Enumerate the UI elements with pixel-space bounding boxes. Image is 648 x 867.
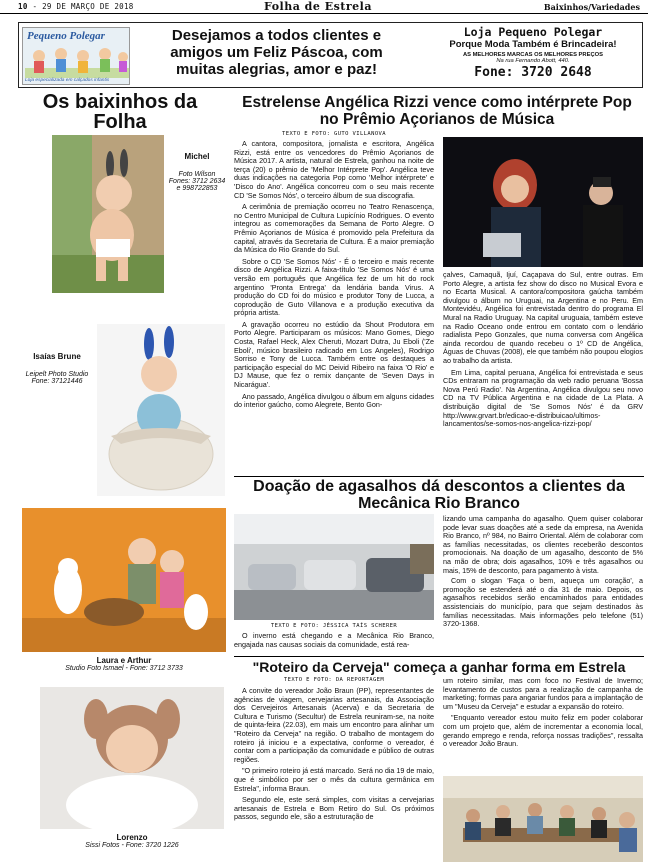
paragraph: Sobre o CD 'Se Somos Nós' - É o terceiro e mais recente disco de Angélica Rizzi. A faixa-título 'Se Somos Nós' é uma versão em português que Angélica fez de um hit do rock argentino 'Pronta Entrega' da lendária banda Virus. A produção do CD foi do músico e produtor Tony de Lucca, a coprodução de Guto Villanova e a produção executiva da própria artista. <box>234 256 434 318</box>
garage-photo <box>234 514 434 620</box>
meeting-illustration <box>443 776 643 862</box>
article3-column1 <box>234 687 434 863</box>
article2-column2 <box>443 515 643 657</box>
article2-credit: TEXTO E FOTO: JÉSSICA TAÍS SCHERER <box>270 623 398 629</box>
article1-title: Estrelense Angélica Rizzi vence como intérprete Pop no Prêmio Açorianos de Música <box>242 94 632 128</box>
paragraph: Com o slogan 'Faça o bem, aqueça um coração', a promoção se estenderá até o dia 31 de maio. Depois, os agasalhos recebidos serão encaminhados para entidades assistenciais do município, para que sejam destinados às famílias necessitadas. Mais informações pelo telefone (51) 3720-1368. <box>443 576 643 629</box>
laura-arthur-caption: Laura e Arthur Studio Foto Ismael - Fone: 3712 3733 <box>65 656 183 672</box>
michel-caption: Michel Foto Wilson Fones: 3712 2634 e 998722853 <box>168 152 226 192</box>
paragraph: çalves, Camaquã, Ijuí, Caçapava do Sul, entre outras. Em Porto Alegre, a artista fez show do disco no Musical Evora e no Ecarta Musical. A cantora/compositora gaúcha também divulgou o álbum no Uruguai, na Argentina e no Peru. Em Montevidéu, Angélica foi entrevistada dentro do programa El Mural na Radio Uruguay. Na capital uruguaia, também esteve na Radio Oceano onde entrou em contato com o lendário radialista Pepo Gonzales, que numa conversa com Angélica ainda recordou de quando recebeu o 1º CD de Angélica, Águas de Chuvas (2008), ele que também não poupou elogios ao trabalho da artista. <box>443 271 643 365</box>
isaias-caption: Isaías Brune Leipelt Photo Studio Fone: 37121446 <box>25 352 89 385</box>
paragraph: um roteiro similar, mas com foco no Festival de Inverno; levantamento de custos para a realização de campanha de marketing; formas para angariar fundos para a implantação de um "Museu da Cerveja" e estudar a expansão do roteiro. <box>443 677 643 711</box>
laura-arthur-photo <box>22 508 226 652</box>
kids-easter-illustration <box>22 508 226 652</box>
angelica-photo <box>443 137 643 267</box>
article3-column2 <box>443 677 643 773</box>
paragraph: Ano passado, Angélica divulgou o álbum em alguns cidades do interior gaúcho, como Alegrete, Bento Gon- <box>234 391 434 410</box>
divider <box>234 476 644 477</box>
paragraph: O inverno está chegando e a Mecânica Rio Branco, engajada nas causas sociais da comunidade, está rea- <box>234 631 434 649</box>
paragraph: A convite do vereador João Braun (PP), representantes de agências de viagem, cervejarias artesanais, da Associação dos Cervejeiros Artesanais (Acerva) e da Secretaria de Cultura e Turismo (Secultur) de Estrela reuniram-se, na noite de quinta-feira (22.03), em mais um encontro para alinhar um "Roteiro da Cerveja" na região. O trabalho de montagem do roteiro já iniciou e a expectativa, conforme o vereador, é contar com a participação da comunidade e público de outras regiões. <box>234 687 434 764</box>
garage-illustration <box>234 514 434 620</box>
paragraph: A cerimônia de premiação ocorreu no Teatro Renascença, no Centro Municipal de Cultura Lupicínio Rodrigues. O evento integrou as comemorações da Semana de Porto Alegre. O Prêmio Açorianos de Música é promovido pela Prefeitura da capital, através da Secretaria de Cultura. É a maior premiação da Música do Rio Grande do Sul. <box>234 202 434 255</box>
award-ceremony-illustration <box>443 137 643 267</box>
paragraph: lizando uma campanha do agasalho. Quem quiser colaborar pode levar suas doações até a sede da empresa, na Avenida Rio Branco, nº 984, no Bairro Oriental. Além de colaborar com as famílias necessitadas, os clientes receberão descontos promocionais. Na doação de um agasalho, desconto de 5% na mão de obra; dois agasalhos, 10% e três agasalhos ou mais, 15% de desconto, para pagamento à vista. <box>443 515 643 575</box>
baby-egg-illustration <box>97 324 225 496</box>
article1-column2 <box>443 271 643 471</box>
ad-slogan: Desejamos a todos clientes e amigos um Feliz Páscoa, com muitas alegrias, amor e paz! <box>170 27 383 78</box>
article3-title: "Roteiro da Cerveja" começa a ganhar forma em Estrela <box>252 659 626 675</box>
divider <box>234 656 644 657</box>
paragraph: "Enquanto vereador estou muito feliz em poder colaborar com um projeto que, além de incrementar a economia local, gerando emprego e renda, reforça nossas tradições", ressalta o vereador João Braun. <box>443 713 643 749</box>
michel-photo <box>52 135 164 293</box>
newspaper-name: Folha de Estrela <box>264 0 372 13</box>
baby-bunny-illustration <box>40 687 224 829</box>
paragraph: "O primeiro roteiro já está marcado. Será no dia 19 de maio, que é simbólico por ser o mês da cultura germânica em Estrela", informa Braun. <box>234 766 434 793</box>
logo-kids-illustration <box>25 44 129 78</box>
advertisement <box>18 22 643 88</box>
page-number-date: 10 - 29 DE MARÇO DE 2018 <box>18 2 134 11</box>
meeting-photo <box>443 776 643 862</box>
lorenzo-photo <box>40 687 224 829</box>
baby-illustration <box>52 135 164 293</box>
baixinhos-title: Os baixinhos da Folha <box>42 91 198 133</box>
paragraph: A gravação ocorreu no estúdio da Shout Produtora em Porto Alegre. Participaram os músicos: Mano Gomes, Diego Costa, Rafael Heck, Alex Cheruti, Mozart Dutra, Ju Eboli ('Ze Eboli', músico brasileiro radicado em Los Angeles), Rodrigo Sorriso e Tony de Lucca. Também entre os destaques a participação especial do MC Deivid Ribeiro na faixa 'O Rio' e DJ Mause, que fez o remix dançante de 'Seven Days in Nicarágua'. <box>234 319 434 390</box>
paragraph: Segundo ele, este será simples, com visitas a cervejarias artesanais de Estrela e Bom Retiro do Sul. Os próximos passos, segundo ele, são a estruturação de <box>234 795 434 822</box>
article2-title: Doação de agasalhos dá descontos a clientes da Mecânica Rio Branco <box>253 478 625 512</box>
lorenzo-caption: Lorenzo Sissi Fotos - Fone: 3720 1226 <box>85 833 179 849</box>
isaias-photo <box>97 324 225 496</box>
article3-credit: TEXTO E FOTO: DA REPORTAGEM <box>283 677 385 683</box>
page-header <box>0 0 648 14</box>
paragraph: Em Lima, capital peruana, Angélica foi entrevistada e seus CDs entraram na programação da web radio peruana 'Bossa Nova Perú Radio'. Na Argentina, Angélica divulgou seu novo CD na TV Pública Argentina e na cidade de La Plata. A distribuição digital de 'Se Somos Nós' é da GRV http://www.grvart.br/edicao-e-distribuicao/ultimos-lancamentos/se-somos-nos-angelica-rizzi-pop/ <box>443 367 643 429</box>
store-logo: Pequeno Polegar Loja especializada em calçados infantis <box>22 27 130 85</box>
store-info: Loja Pequeno Polegar Porque Moda Também é Brincadeira! AS MELHORES MARCAS OS MELHORES PREÇOS Na rua Fernando Abott, 440. Fone: 3720 2648 <box>449 25 617 80</box>
section-name: Baixinhos/Variedades <box>543 2 640 12</box>
article1-credit: TEXTO E FOTO: GUTO VILLANOVA <box>282 131 386 137</box>
paragraph: A cantora, compositora, jornalista e escritora, Angélica Rizzi, está entre os vencedores do Prêmio Açorianos de Música 2017. A artista, natural de Estrela, ganhou na noite de terça (20) o prêmio de 'Melhor Intérprete Pop'. Angélica teve duas indicações na categoria Pop como 'Melhor intérprete' e 'Disco do Ano'. Angélica concorreu com o seu mais recente CD 'Se Somos Nós', o terceiro álbum de sua discografia. <box>234 140 434 200</box>
article1-column1 <box>234 140 434 476</box>
article2-column1 <box>234 632 434 649</box>
